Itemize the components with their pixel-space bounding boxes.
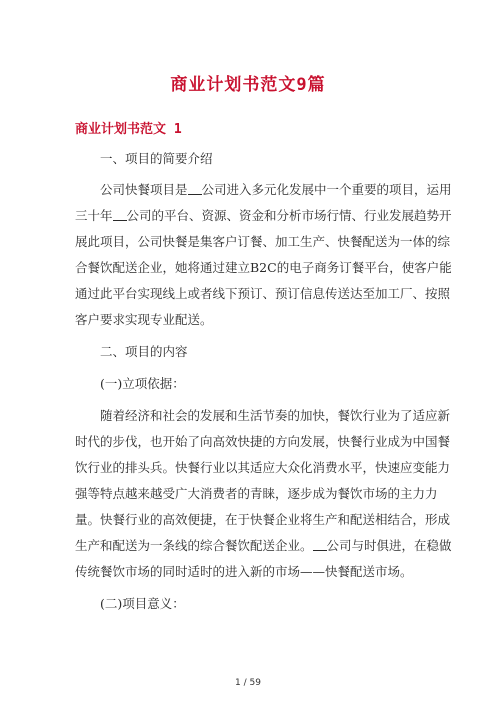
text-fragment: 公司快餐项目是 (100, 182, 188, 197)
heading-significance: (二)项目意义： (100, 596, 185, 611)
page-indicator: 1 / 59 (235, 678, 261, 688)
document-title: 商业计划书范文9篇 (170, 75, 326, 95)
paragraph-line: 合餐饮配送企业，她将通过建立B2C的电子商务订餐平台，使客户能 (75, 260, 452, 275)
paragraph-line: 通过此平台实现线上或者线下预订、预订信息传送达至加工厂、按照 (75, 286, 451, 301)
text-fragment: 三十年 (75, 208, 113, 223)
blank-underline (188, 182, 202, 195)
paragraph-line (75, 536, 452, 556)
text-fragment: 公司与时俱进，在稳做 (326, 538, 452, 553)
heading-project-intro: 一、项目的简要介绍 (100, 151, 213, 166)
paragraph-line (75, 206, 452, 226)
paragraph-line: 传统餐饮市场的同时适时的进入新的市场——快餐配送市场。 (75, 564, 413, 579)
paragraph-line: 量。快餐行业的高效便捷，在于快餐企业将生产和配送相结合，形成 (75, 512, 451, 527)
paragraph-line: 随着经济和社会的发展和生活节奏的加快，餐饮行业为了适应新 (100, 408, 451, 423)
blank-underline (313, 538, 327, 551)
paragraph-line: 饮行业的排头兵。快餐行业以其适应大众化消费水平，快速应变能力 (75, 460, 451, 475)
paragraph-line: 时代的步伐，也开始了向高效快捷的方向发展，快餐行业成为中国餐 (75, 434, 451, 449)
text-fragment: 公司进入多元化发展中一个重要的项目，运用 (201, 182, 452, 197)
blank-underline (113, 208, 127, 221)
heading-basis: (一)立项依据： (100, 376, 185, 391)
paragraph-line: 展此项目，公司快餐是集客户订餐、加工生产、快餐配送为一体的综 (75, 234, 451, 249)
text-fragment: 生产和配送为一条线的综合餐饮配送企业。 (75, 538, 313, 553)
paragraph-line: 客户要求实现专业配送。 (75, 312, 213, 327)
text-fragment: 公司的平台、资源、资金和分析市场行情、行业发展趋势开 (126, 208, 452, 223)
paragraph-line (100, 180, 452, 200)
paragraph-line: 强等特点越来越受广大消费者的青睐，逐步成为餐饮市场的主力力 (75, 486, 438, 501)
section-title: 商业计划书范文 1 (75, 122, 182, 137)
heading-project-content: 二、项目的内容 (100, 344, 188, 359)
